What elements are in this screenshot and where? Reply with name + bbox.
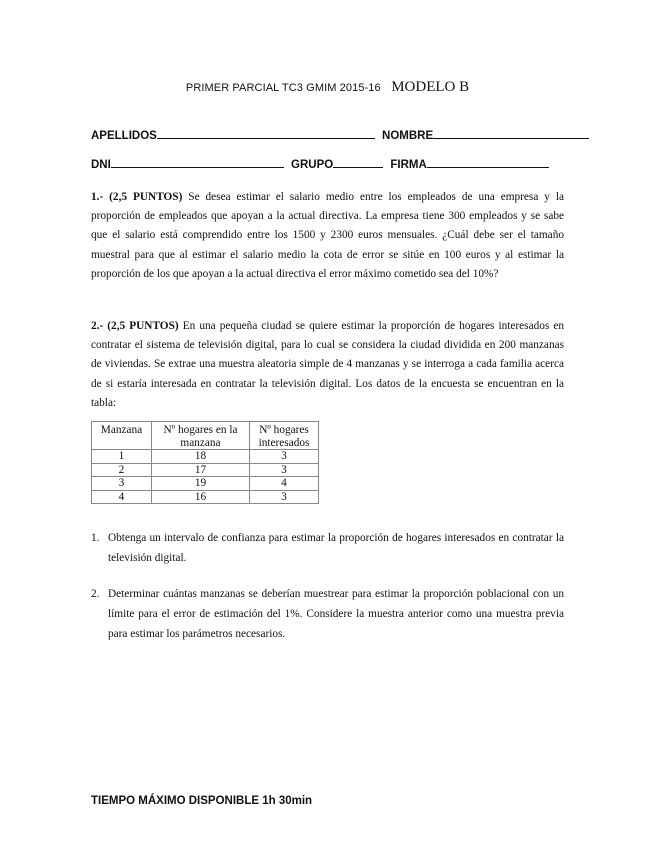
table-cell: 3 [250,490,319,504]
table-cell: 17 [152,463,250,477]
list-item-text: Determinar cuántas manzanas se deberían muestrear para estimar la proporción poblacional con un límite para el error de estimación del 1%. Considere la muestra anterior como una muestra previa para estimar los parámetros necesarios. [108,588,564,640]
id-fields-row [91,157,571,171]
table-cell: 3 [92,477,152,491]
apellidos-label: APELLIDOS [91,130,157,142]
question-2 [91,317,564,413]
name-fields-row [91,128,571,142]
table-cell: 19 [152,477,250,491]
survey-table [91,421,319,504]
table-cell: 16 [152,490,250,504]
list-item-text: Obtenga un intervalo de confianza para estimar la proporción de hogares interesados en contratar la televisión digital. [108,532,564,564]
question-2-text: En una pequeña ciudad se quiere estimar la proporción de hogares interesados en contratar el sistema de televisión digital, para lo cual se considera la ciudad dividida en 200 manzanas de viviendas. Se extrae una muestra aleatoria simple de 4 manzanas y se interroga a cada familia acerca de si estaría interesada en contratar la televisión digital. Los datos de la encuesta se encuentran en la tabla: [91,320,565,409]
exam-title-text: PRIMER PARCIAL TC3 GMIM 2015-16 [185,82,381,94]
table-header-cell: Nº hogares interesados [250,422,319,450]
question-1-label: 1.- (2,5 PUNTOS) [91,191,183,203]
table-cell: 2 [92,463,152,477]
table-cell: 3 [250,463,319,477]
table-row [92,477,319,491]
exam-title [0,78,655,96]
list-item [91,584,564,644]
table-cell: 4 [92,490,152,504]
firma-label: FIRMA [390,159,427,171]
table-cell: 1 [92,450,152,464]
exam-model: MODELO B [391,79,470,95]
table-row [92,463,319,477]
firma-blank[interactable] [427,157,549,168]
time-limit-note: TIEMPO MÁXIMO DISPONIBLE 1h 30min [91,795,313,807]
table-header-cell: Nº hogares en la manzana [152,422,250,450]
table-header-row [92,422,319,450]
table-row [92,450,319,464]
table-cell: 3 [250,450,319,464]
question-1-text: Se desea estimar el salario medio entre los empleados de una empresa y la proporción de empleados que apoyan a la actual directiva. La empresa tiene 300 empleados y se sabe que el salario está comprendido entre los 1500 y 2300 euros mensuales. ¿Cuál debe ser el tamaño muestral para que al estimar el salario medio la cota de error se sitúe en 100 euros y al estimar la proporción de los que apoyan a la actual directiva el error máximo cometido sea del 10%? [91,191,564,280]
table-cell: 18 [152,450,250,464]
list-item [91,528,564,568]
table-cell: 4 [250,477,319,491]
apellidos-blank[interactable] [157,128,375,139]
nombre-label: NOMBRE [382,130,434,142]
question-1 [91,188,564,284]
table-row [92,490,319,504]
list-item-number: 1. [91,532,100,544]
nombre-blank[interactable] [433,128,589,139]
table-header-cell: Manzana [92,422,152,450]
question-2-label: 2.- (2,5 PUNTOS) [91,320,179,332]
grupo-blank[interactable] [333,157,383,168]
dni-blank[interactable] [111,157,284,168]
dni-label: DNI [91,159,111,171]
list-item-number: 2. [91,588,100,600]
grupo-label: GRUPO [291,159,334,171]
